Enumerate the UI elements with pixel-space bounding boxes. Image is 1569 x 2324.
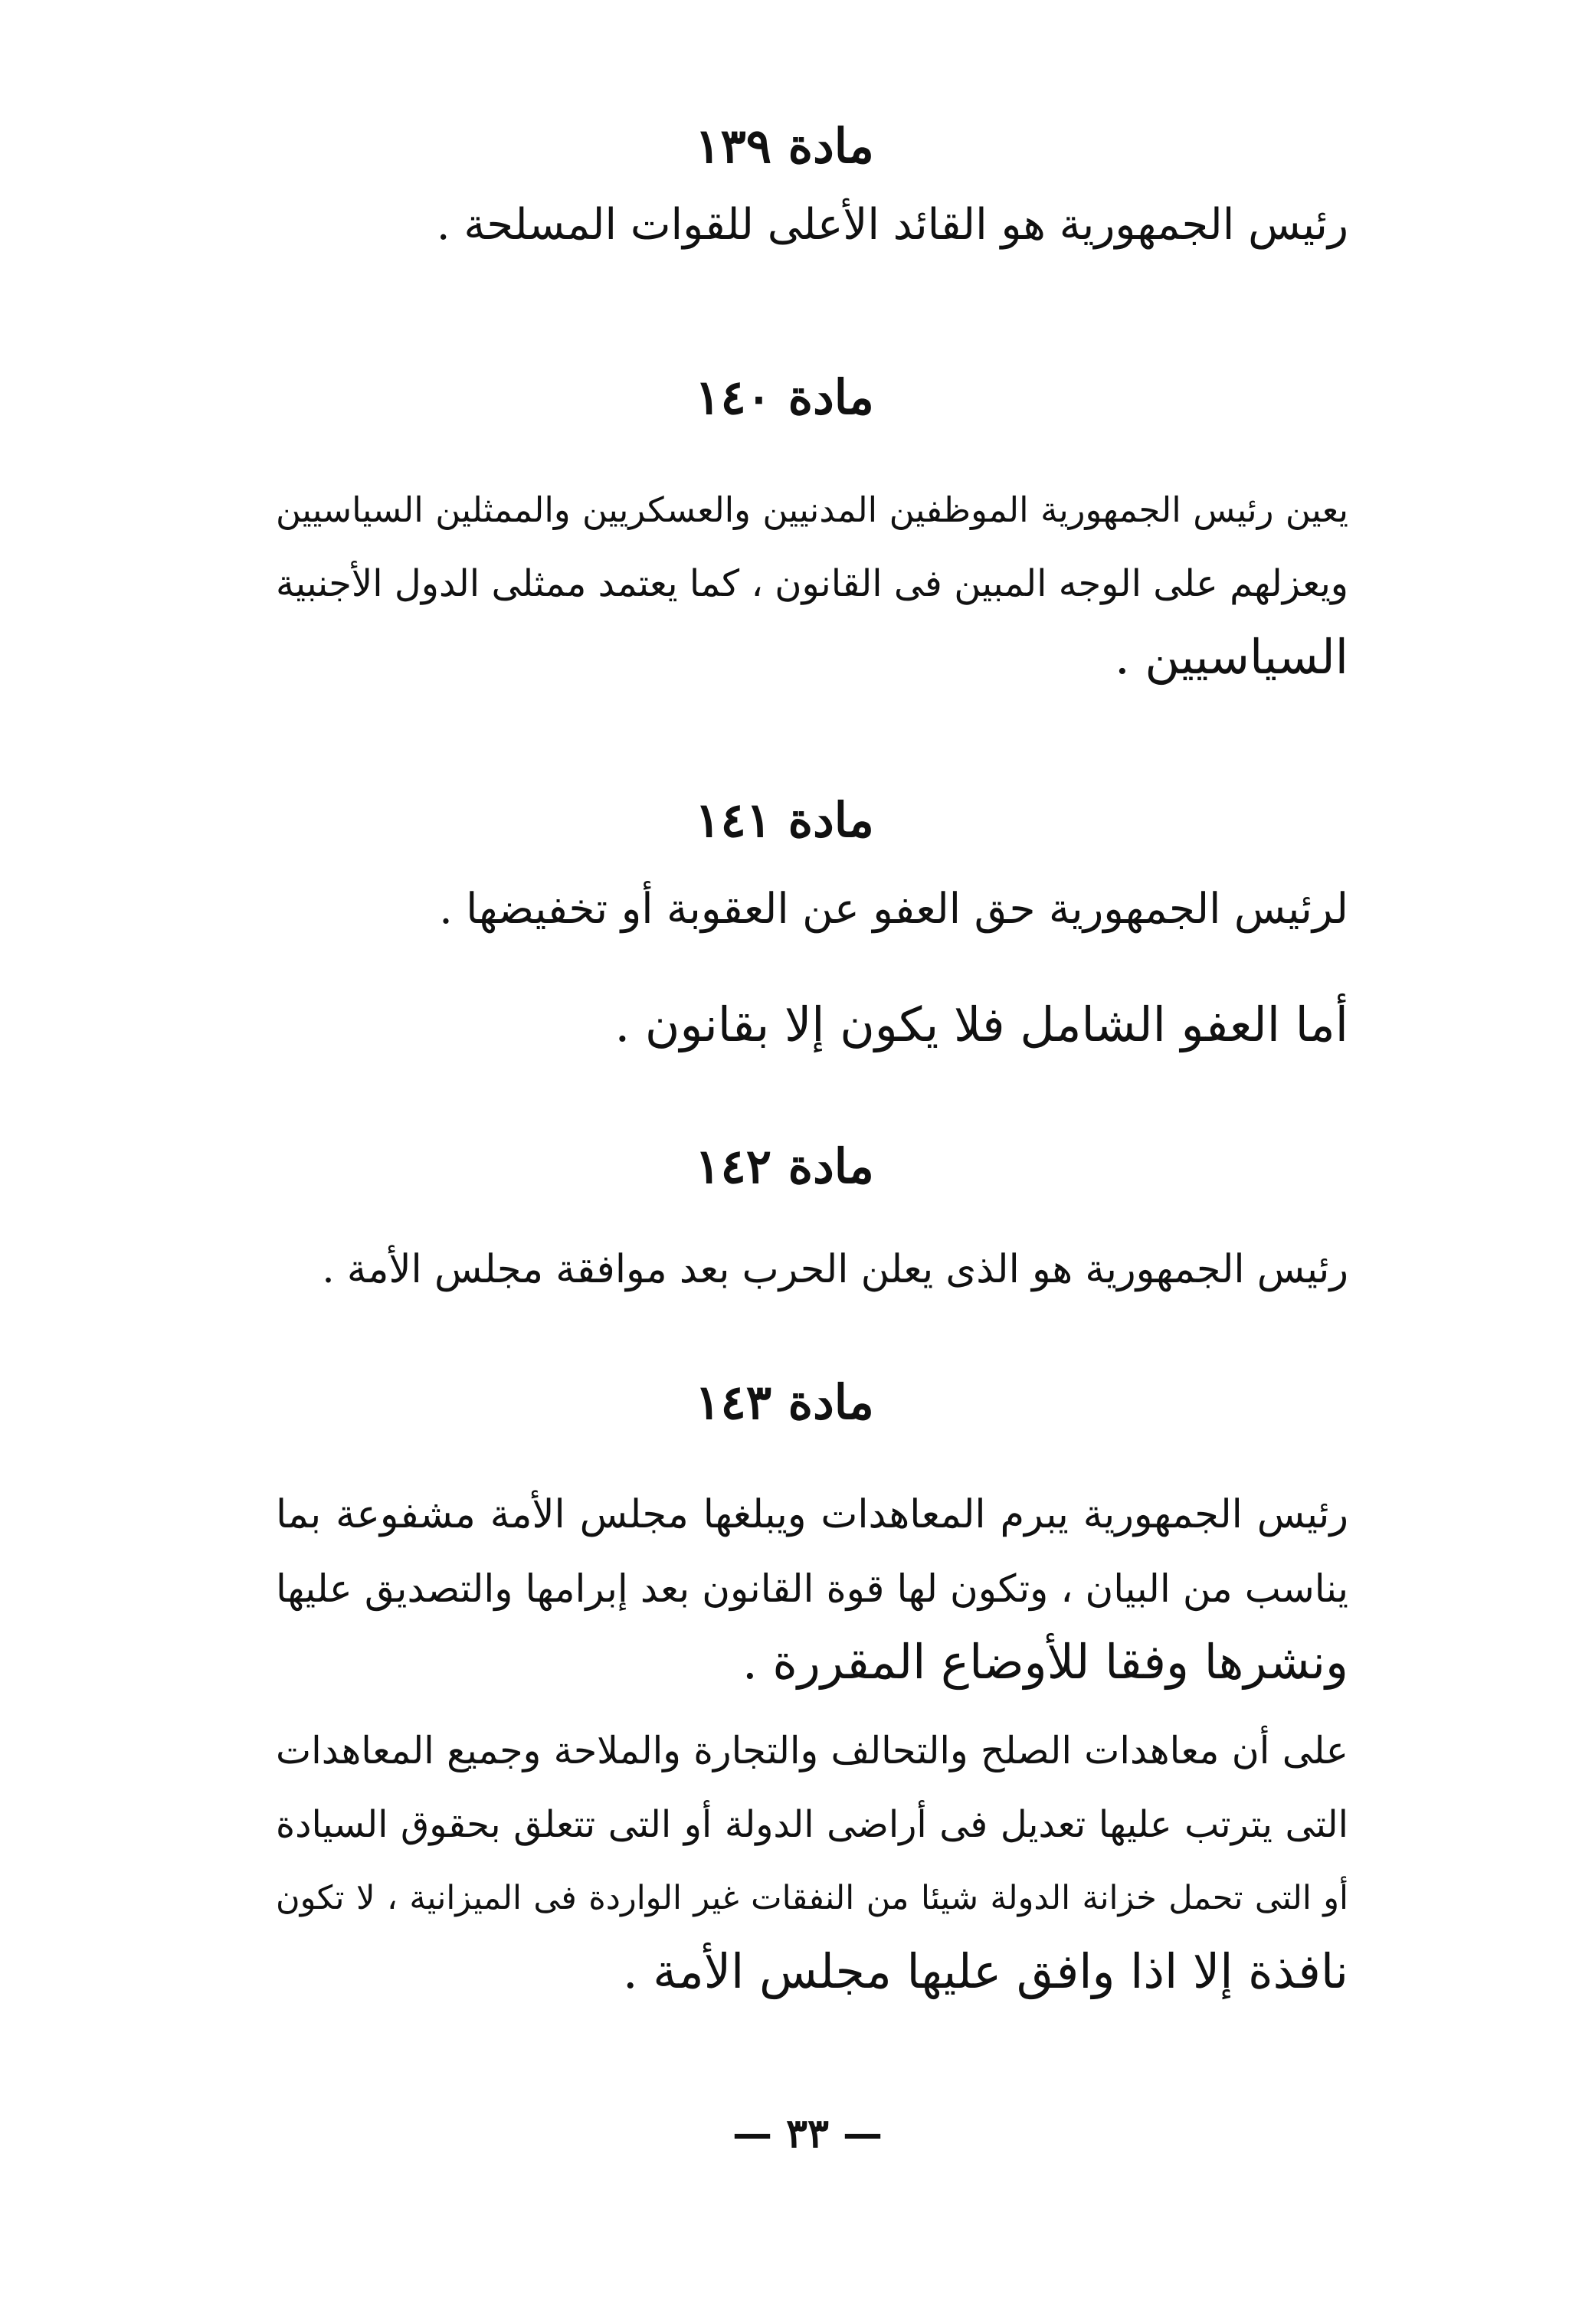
text-line: ونشرها وفقا للأوضاع المقررة . xyxy=(742,1634,1348,1690)
article-141-heading: مادة ١٤١ xyxy=(695,792,874,848)
text-line: على أن معاهدات الصلح والتحالف والتجارة والملاحة وجميع المعاهدات xyxy=(276,1729,1348,1772)
text-line: التى يترتب عليها تعديل فى أراضى الدولة أو التى تتعلق بحقوق السيادة xyxy=(276,1803,1348,1846)
article-143-paragraph-1 xyxy=(276,1478,1348,1699)
text-line: السياسيين . xyxy=(1114,629,1348,685)
text-line: رئيس الجمهورية يبرم المعاهدات ويبلغها مجلس الأمة مشفوعة بما xyxy=(276,1492,1348,1537)
text-line: نافذة إلا اذا وافق عليها مجلس الأمة . xyxy=(622,1943,1348,1999)
article-142-heading: مادة ١٤٢ xyxy=(695,1138,874,1194)
article-143-heading: مادة ١٤٣ xyxy=(695,1374,874,1430)
text-line: يناسب من البيان ، وتكون لها قوة القانون بعد إبرامها والتصديق عليها xyxy=(276,1566,1348,1611)
article-140-heading: مادة ١٤٠ xyxy=(695,369,874,425)
article-140-paragraph-1 xyxy=(276,473,1348,694)
article-141-paragraph-1 xyxy=(429,872,1348,945)
article-139-heading: مادة ١٣٩ xyxy=(695,118,874,174)
article-143-paragraph-2 xyxy=(276,1714,1348,2008)
article-141-paragraph-2 xyxy=(429,988,1348,1062)
article-139-paragraph-1 xyxy=(429,188,1348,262)
text-line: رئيس الجمهورية هو القائد الأعلى للقوات المسلحة . xyxy=(436,200,1348,250)
text-line: ويعزلهم على الوجه المبين فى القانون ، كما يعتمد ممثلى الدول الأجنبية xyxy=(276,562,1348,605)
text-line: لرئيس الجمهورية حق العفو عن العقوبة أو تخفيضها . xyxy=(439,884,1348,933)
text-line: رئيس الجمهورية هو الذى يعلن الحرب بعد موافقة مجلس الأمة . xyxy=(322,1247,1348,1292)
text-line: أما العفو الشامل فلا يكون إلا بقانون . xyxy=(614,997,1348,1052)
text-line: يعين رئيس الجمهورية الموظفين المدنيين والعسكريين والممثلين السياسيين xyxy=(276,489,1348,530)
article-142-paragraph-1 xyxy=(306,1233,1348,1307)
text-line: أو التى تحمل خزانة الدولة شيئا من النفقات غير الواردة فى الميزانية ، لا تكون xyxy=(276,1879,1348,1917)
page-number: — ٣٣ — xyxy=(732,2110,883,2157)
